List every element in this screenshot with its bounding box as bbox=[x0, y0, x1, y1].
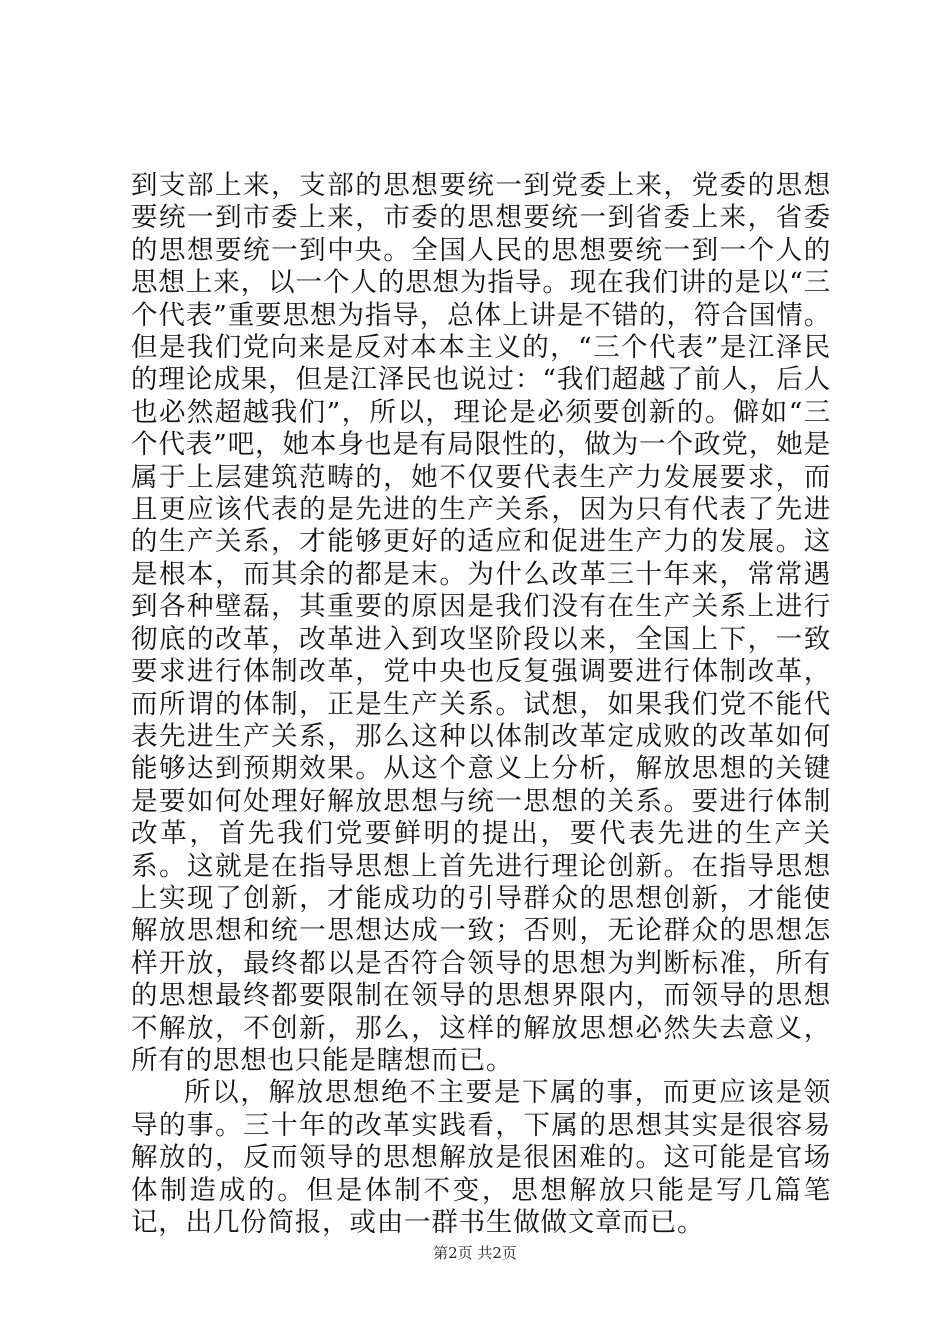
page-number: 第2页 共2页 bbox=[433, 1244, 517, 1262]
paragraph-continued: 到支部上来，支部的思想要统一到党委上来，党委的思想要统一到市委上来，市委的思想要统一到省委上来，省委的思想要统一到中央。全国人民的思想要统一到一个人的思想上来，以一个人的思想为指导。现在我们讲的是以“三个代表”重要思想为指导，总体上讲是不错的，符合国情。但是我们党向来是反对本本主义的，“三个代表”是江泽民的理论成果，但是江泽民也说过：“我们超越了前人，后人也必然超越我们”，所以，理论是必须要创新的。僻如“三个代表”吧，她本身也是有局限性的，做为一个政党，她是属于上层建筑范畴的，她不仅要代表生产力发展要求，而且更应该代表的是先进的生产关系，因为只有代表了先进的生产关系，才能够更好的适应和促进生产力的发展。这是根本，而其余的都是末。为什么改革三十年来，常常遇到各种壁磊，其重要的原因是我们没有在生产关系上进行彻底的改革，改革进入到攻坚阶段以来，全国上下，一致要求进行体制改革，党中央也反复强调要进行体制改革，而所谓的体制，正是生产关系。试想，如果我们党不能代表先进生产关系，那么这种以体制改革定成败的改革如何能够达到预期效果。从这个意义上分析，解放思想的关键是要如何处理好解放思想与统一思想的关系。要进行体制改革，首先我们党要鲜明的提出，要代表先进的生产关系。这就是在指导思想上首先进行理论创新。在指导思想上实现了创新，才能成功的引导群众的思想创新，才能使解放思想和统一思想达成一致；否则，无论群众的思想怎样开放，最终都以是否符合领导的思想为判断标准，所有的思想最终都要限制在领导的思想界限内，而领导的思想不解放，不创新，那么，这样的解放思想必然失去意义，所有的思想也只能是瞎想而已。 bbox=[131, 170, 831, 1076]
document-body bbox=[131, 170, 831, 1239]
page-footer bbox=[0, 1243, 950, 1263]
paragraph-conclusion: 所以，解放思想绝不主要是下属的事，而更应该是领导的事。三十年的改革实践看，下属的思想其实是很容易解放的，反而领导的思想解放是很困难的。这可能是官场体制造成的。但是体制不变，思想解放只能是写几篇笔记，出几份简报，或由一群书生做做文章而已。 bbox=[131, 1077, 831, 1238]
